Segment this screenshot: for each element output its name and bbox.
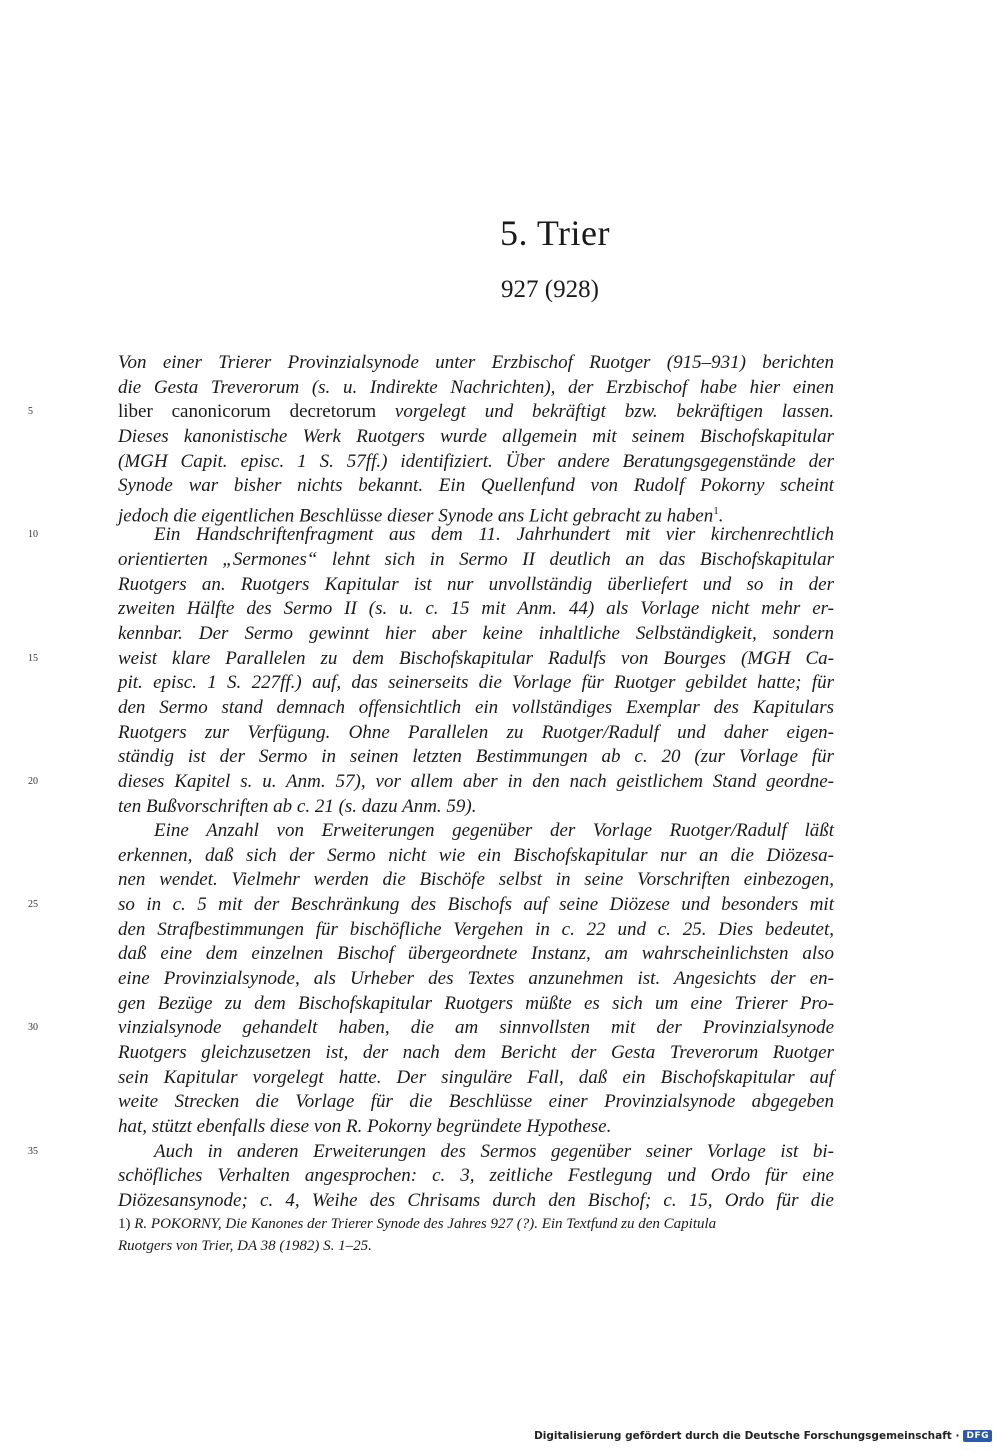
- line-text: schöfliches Verhalten angesprochen: c. 3, zeitliche Festlegung und Ordo für eine: [118, 1165, 834, 1187]
- text-line: [118, 597, 834, 622]
- text-line: [118, 745, 834, 770]
- line-text: Ruotgers zur Verfügung. Ohne Parallelen zu Ruotger/Radulf und daher eigen-: [118, 721, 834, 743]
- line-text: Auch in anderen Erweiterungen des Sermos gegenüber seiner Vorlage ist bi-: [154, 1140, 834, 1162]
- text-line: [118, 844, 834, 869]
- text-line: [118, 450, 834, 475]
- line-number: 15: [28, 652, 38, 664]
- line-text: nen wendet. Vielmehr werden die Bischöfe selbst in seine Vorschriften einbezogen,: [118, 869, 834, 891]
- line-text-tail: .: [718, 505, 724, 527]
- line-text: weite Strecken die Vorlage für die Beschlüsse einer Provinzialsynode abgegeben: [118, 1091, 834, 1113]
- text-line: [118, 696, 834, 721]
- line-text: den Strafbestimmungen für bischöfliche Vergehen in c. 22 und c. 25. Dies bedeutet,: [118, 918, 834, 940]
- line-text: Synode war bisher nichts bekannt. Ein Quellenfund von Rudolf Pokorny scheint: [118, 475, 834, 497]
- text-line: [118, 868, 834, 893]
- line-number: 20: [28, 775, 38, 787]
- line-text: gen Bezüge zu dem Bischofskapitular Ruotgers müßte es sich um eine Trierer Pro-: [118, 992, 834, 1014]
- line-text: daß eine dem einzelnen Bischof übergeordnete Instanz, am wahrscheinlichsten also: [118, 943, 834, 965]
- line-text: Diözesansynode; c. 4, Weihe des Chrisams durch den Bischof; c. 15, Ordo für die: [118, 1189, 834, 1211]
- line-text: den Sermo stand demnach offensichtlich ein vollständiges Exemplar des Kapitulars: [118, 696, 834, 718]
- line-text: Dieses kanonistische Werk Ruotgers wurde allgemein mit seinem Bischofskapitular: [118, 425, 834, 447]
- line-text: die Gesta Treverorum (s. u. Indirekte Nachrichten), der Erzbischof habe hier einen: [118, 376, 834, 398]
- text-line: [118, 819, 834, 844]
- line-text: so in c. 5 mit der Beschränkung des Bischofs auf seine Diözese und besonders mit: [118, 894, 834, 916]
- text-line: [118, 918, 834, 943]
- text-line: [118, 1066, 834, 1091]
- footnotes: [118, 1213, 834, 1257]
- dfg-logo: DFG: [963, 1430, 992, 1442]
- text-line: [118, 548, 834, 573]
- line-text: ten Bußvorschriften ab c. 21 (s. dazu Anm. 59).: [118, 795, 477, 817]
- text-line: [118, 1115, 834, 1140]
- funding-notice: [534, 1430, 992, 1442]
- text-line: [118, 721, 834, 746]
- footnote-number: 1): [118, 1216, 131, 1232]
- text-line: [118, 942, 834, 967]
- text-line: [118, 1041, 834, 1066]
- text-line: [118, 573, 834, 598]
- text-line: [28, 1140, 834, 1165]
- line-text: hat, stützt ebenfalls diese von R. Pokorny begründete Hypothese.: [118, 1115, 612, 1137]
- chapter-date: 927 (928): [501, 276, 599, 303]
- body-text: [28, 351, 834, 1213]
- line-text: vinzialsynode gehandelt haben, die am sinnvollsten mit der Provinzialsynode: [118, 1017, 834, 1039]
- line-text: pit. episc. 1 S. 227ff.) auf, das seinerseits die Vorlage für Ruotger gebildet hatte; für: [118, 672, 834, 694]
- line-text: Ruotgers an. Ruotgers Kapitular ist nur unvollständig überliefert und so in der: [118, 573, 834, 595]
- footnote-text: R. POKORNY, Die Kanones der Trierer Synode des Jahres 927 (?). Ein Textfund zu den Capitula: [134, 1216, 717, 1232]
- line-text: Von einer Trierer Provinzialsynode unter Erzbischof Ruotger (915–931) berichten: [118, 352, 834, 373]
- text-line: [118, 795, 834, 820]
- footnote-line: Ruotgers von Trier, DA 38 (1982) S. 1–25.: [118, 1238, 372, 1254]
- line-text-upright: liber canonicorum decretorum: [118, 401, 377, 423]
- line-number: 25: [28, 899, 38, 911]
- line-text: weist klare Parallelen zu dem Bischofskapitular Radulfs von Bourges (MGH Ca-: [118, 647, 834, 669]
- line-text: sein Kapitular vorgelegt hatte. Der singuläre Fall, daß ein Bischofskapitular auf: [118, 1066, 834, 1088]
- text-line: [118, 622, 834, 647]
- text-line: [118, 967, 834, 992]
- line-number: 10: [28, 529, 38, 541]
- line-text: orientierten „Sermones“ lehnt sich in Sermo II deutlich an das Bischofskapitular: [118, 549, 834, 571]
- line-text: jedoch die eigentlichen Beschlüsse dieser Synode ans Licht gebracht zu haben: [118, 505, 714, 527]
- text-line: [118, 425, 834, 450]
- text-line: [118, 351, 834, 376]
- text-line: [118, 474, 834, 499]
- line-text: erkennen, daß sich der Sermo nicht wie ein Bischofskapitular nur an die Diözesa-: [118, 844, 834, 866]
- text-line: [118, 1090, 834, 1115]
- text-line: [118, 671, 834, 696]
- funding-text: Digitalisierung gefördert durch die Deutsche Forschungsgemeinschaft ·: [534, 1430, 960, 1442]
- text-line: [118, 992, 834, 1017]
- line-number: 5: [28, 406, 33, 418]
- text-line: [28, 647, 834, 672]
- line-number: 30: [28, 1022, 38, 1034]
- line-text: ständig ist der Sermo in seinen letzten Bestimmungen ab c. 20 (zur Vorlage für: [118, 746, 834, 768]
- line-number: 35: [28, 1145, 38, 1157]
- text-line: [28, 893, 834, 918]
- text-line: [28, 1016, 834, 1041]
- chapter-title: 5. Trier: [499, 213, 611, 253]
- line-text-tail: vorgelegt und bekräftigt bzw. bekräftigen lassen.: [376, 401, 834, 423]
- line-text: (MGH Capit. episc. 1 S. 57ff.) identifiziert. Über andere Beratungsgegenstände der: [118, 450, 834, 472]
- line-text: dieses Kapitel s. u. Anm. 57), vor allem aber in den nach geistlichem Stand geordne-: [118, 770, 834, 792]
- line-text: zweiten Hälfte des Sermo II (s. u. c. 15 mit Anm. 44) als Vorlage nicht mehr er-: [118, 598, 834, 620]
- text-line: [118, 499, 834, 527]
- text-line: [28, 400, 834, 425]
- text-line: [28, 523, 834, 548]
- line-text: Ruotgers gleichzusetzen ist, der nach dem Bericht der Gesta Treverorum Ruotger: [118, 1041, 834, 1063]
- footnote-line: [118, 1213, 834, 1235]
- text-line: [118, 1189, 834, 1214]
- line-text: kennbar. Der Sermo gewinnt hier aber keine inhaltliche Selbständigkeit, sondern: [118, 623, 834, 645]
- text-line: [28, 770, 834, 795]
- line-text: Eine Anzahl von Erweiterungen gegenüber der Vorlage Ruotger/Radulf läßt: [154, 820, 834, 842]
- footnote-reference: 1: [713, 504, 719, 517]
- text-line: [118, 376, 834, 401]
- text-line: [118, 1164, 834, 1189]
- line-text: eine Provinzialsynode, als Urheber des Textes anzunehmen ist. Angesichts der en-: [118, 968, 834, 990]
- line-text: Ein Handschriftenfragment aus dem 11. Jahrhundert mit vier kirchenrechtlich: [154, 524, 834, 546]
